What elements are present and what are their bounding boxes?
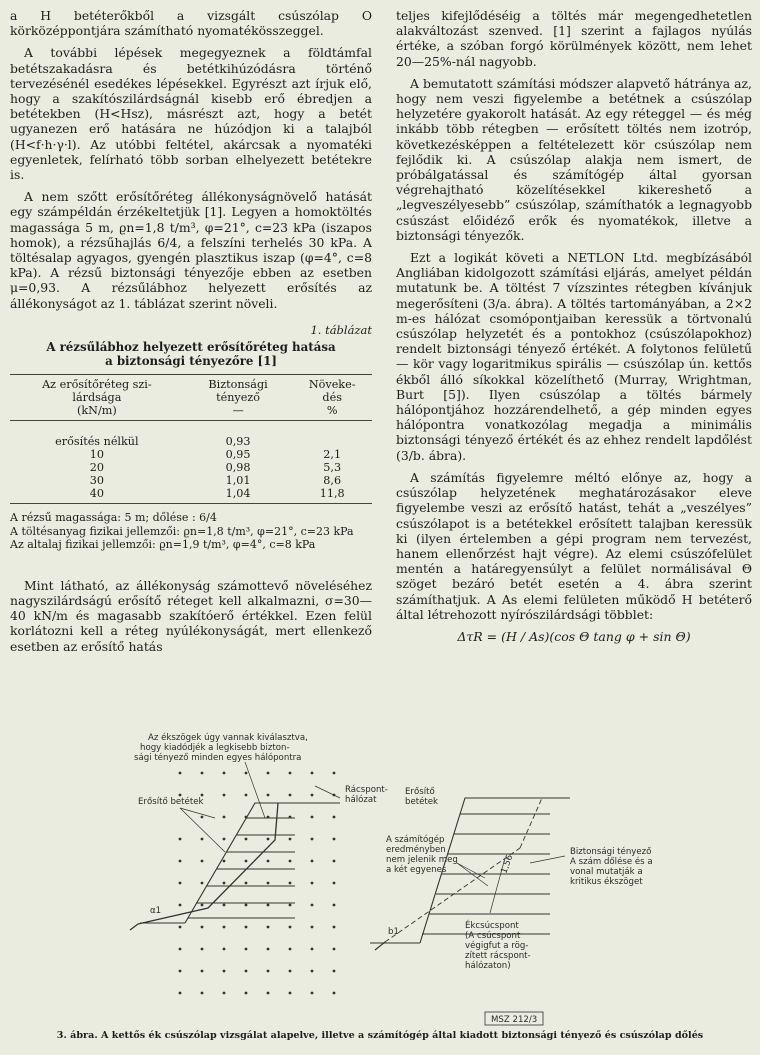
table-title <box>10 340 372 368</box>
grid-node <box>201 860 204 863</box>
grid-node <box>267 948 270 951</box>
label-top: Az ékszögek úgy vannak kiválasztva, hogy kiadódjék a legkisebb bizton- sági tényező minden egyes hálópontra <box>134 733 308 763</box>
grid-node <box>333 772 336 775</box>
grid-node <box>223 882 226 885</box>
label-grid-network: Rácspont- hálózat <box>345 785 388 805</box>
grid-node <box>223 816 226 819</box>
grid-node <box>245 882 248 885</box>
table-label: 1. táblázat <box>310 322 372 337</box>
table-row: 20 0,98 5,3 <box>89 461 342 475</box>
grid-node <box>179 926 182 929</box>
grid-node <box>333 926 336 929</box>
grid-node <box>333 970 336 973</box>
grid-node <box>223 926 226 929</box>
paragraph: teljes kifejlődéséig a töltés már megengedhetetlen alakváltozást szenved. [1] szerint a fajlagos nyúlás értéke, a szóban forgó körülmények között, nem lehet 20—25%-nál nagyobb. <box>396 8 752 69</box>
grid-node <box>223 838 226 841</box>
grid-node <box>179 794 182 797</box>
grid-node <box>333 992 336 995</box>
label-reinforcement-b: Erősítő betétek <box>405 787 439 807</box>
grid-node <box>201 948 204 951</box>
wedge-line-b2 <box>520 798 542 848</box>
grid-node <box>311 772 314 775</box>
table-title-line: A rézsűlábhoz helyezett erősítőréteg hatása <box>46 340 336 355</box>
reinforcement-layers-a <box>188 818 295 918</box>
label-b: b1 <box>388 927 399 937</box>
label-computer-result: A számítógép eredményben nem jelenik meg a két egyenes <box>386 835 458 875</box>
data-table <box>10 374 372 504</box>
grid-node <box>289 904 292 907</box>
grid-node <box>201 772 204 775</box>
label-alpha: α1 <box>150 906 162 916</box>
grid-node <box>245 992 248 995</box>
grid-node <box>289 772 292 775</box>
grid-node <box>245 970 248 973</box>
table-row: 40 1,04 11,8 <box>10 487 372 504</box>
grid-node <box>311 838 314 841</box>
grid-node <box>289 992 292 995</box>
figure-caption: 3. ábra. A kettős ék csúszólap vizsgálat alapelve, illetve a számítógép által kiadott biztonsági tényező és csúszólap dőlés <box>56 1030 704 1041</box>
grid-node <box>179 882 182 885</box>
paragraph: Ezt a logikát követi a NETLON Ltd. megbízásából Angliában kidolgozott számítási eljárás, amelyet példán mutatunk be. A töltést 7 vízszintes rétegben kívánjuk megerősíteni (3/a. ábra). A töltés tartományában, a 2×2 m-es hálózat csomópontjaiban keressük a törtvonalú csúszólap helyzetét és a pontokhoz (csúszólapokhoz) rendelt biztonsági tényező értékét. A folytonos felületű — kör vagy logaritmikus spirális — csúszólap ún. kettős ékből álló síkokkal közelíthető (Murray, Wrightman, Burt [5]). Ilyen csúszólap a töltés bármely hálópontjához hozzárendelhető, a gép minden egyes hálópontra vonatkozólag megadja a minimális biztonsági tényező értékét és az ehhez rendelt lapdőlést (3/b. ábra). <box>396 250 752 463</box>
grid-node <box>179 772 182 775</box>
grid-node <box>267 992 270 995</box>
grid-node <box>311 882 314 885</box>
grid-node <box>333 860 336 863</box>
grid-node <box>179 948 182 951</box>
grid-node <box>223 860 226 863</box>
grid-node <box>267 860 270 863</box>
grid-node <box>289 838 292 841</box>
grid-node <box>223 948 226 951</box>
grid-node <box>245 904 248 907</box>
paragraph: A bemutatott számítási módszer alapvető hátránya az, hogy nem veszi figyelembe a betétnek a csúszólap helyzetére gyakorolt hatását. Az egy réteggel — és még inkább több rétegben — erősített töltés nem izotróp, következésképpen a feltételezett kör csúszólap nem fejlődik ki. A csúszólap alakja nem ismert, de próbálgatással és számítógép által gyorsan végrehajtható közelítésekkel kikereshető a „legveszélyesebb” csúszólap, számíthatók a legnagyobb csúszást előidéző erők és nyomatékok, illetve a biztonsági tényezők. <box>396 75 752 243</box>
grid-node <box>201 816 204 819</box>
table-row: erősítés nélkül 0,93 <box>55 435 251 449</box>
table-note: A töltésanyag fizikai jellemzői: ϱn=1,8 t/m³, φ=21°, c=23 kPa <box>10 524 354 538</box>
grid-node <box>223 904 226 907</box>
grid-node <box>311 860 314 863</box>
paragraph: Mint látható, az állékonyság számottevő növeléséhez nagyszilárdságú erősítő réteget kell alkalmazni, σ=30—40 kN/m és magasabb szakítóerő értékkel. Ezen felül korlátozni kell a réteg nyúlékonyságát, mert ellenkező esetben az erősítő hatás <box>10 577 372 654</box>
grid-node <box>201 926 204 929</box>
grid-node <box>289 970 292 973</box>
grid-node <box>179 904 182 907</box>
paragraph: A számítás figyelemre méltó előnye az, hogy a csúszólap helyzetének meghatározásakor eleve figyelembe veszi az erősítő hatást, tehát a „veszélyes” csúszólapot is a betétekkel erősített talajban keressük ki (ilyen értelemben a gépi program nem tervezést, hanem ellenőrzést hajt végre). Az elemi csúszófelület mentén a határegyensúlyt a felület normálisával Θ szöget bezáró betét esetén a 4. ábra szerint számíthatjuk. A As elemi felületen működő H betéterő által létrehozott nyírószilárdsági többlet: <box>396 469 752 622</box>
table-title-line: a biztonsági tényezőre [1] <box>105 354 277 369</box>
paragraph: a H betéterőkből a vizsgált csúszólap O körközéppontjára számítható nyomatékösszeggel. <box>10 8 372 39</box>
grid-node <box>245 860 248 863</box>
grid-node <box>245 794 248 797</box>
header-increase: Növeke- dés % <box>292 375 372 421</box>
grid-node <box>201 904 204 907</box>
grid-node <box>179 992 182 995</box>
paragraph: A nem szőtt erősítőréteg állékonyságnövelő hatását egy számpéldán érzékeltetjük [1]. Legyen a homoktöltés magassága 5 m, ϱn=1,8 t/m³, φ=21°, c=23 kPa (iszapos homok), a rézsűhajlás 6/4, a felszíni terhelés 30 kPa. A töltésalap agyagos, gyengén plasztikus iszap (φ=4°, c=8 kPa). A rézsű biztonsági tényezője ebben az esetben μ=0,93. A rézsűlábhoz helyezett erősítés az állékonyságot az 1. táblázat szerint növeli. <box>10 189 372 311</box>
grid-node <box>333 904 336 907</box>
label-safety-factor: Biztonsági tényező A szám dőlése és a vonal mutatják a kritikus ékszöget <box>570 847 653 887</box>
grid-node <box>289 860 292 863</box>
grid-node <box>311 794 314 797</box>
grid-node <box>289 948 292 951</box>
grid-node <box>333 882 336 885</box>
leader-lines-a <box>180 762 340 852</box>
header-strength: Az erősítőréteg szi- lárdsága (kN/m) <box>10 375 184 421</box>
table-note: A rézsű magassága: 5 m; dőlése : 6/4 <box>10 511 217 525</box>
grid-node <box>223 772 226 775</box>
paragraph: A további lépések megegyeznek a földtámfal betétszakadásra és betétkihúzódásra történő tervezésénél esedékes lépésekkel. Egyrészt azt írjuk elő, hogy a szakítószilárdságnál kisebb erő ébredjen a betétekben (H<Hsz), másrészt azt, hogy a betét ugyanezen erő hatására ne húzódjon ki a talajból (H<f·h·γ·l). Az utóbbi feltétel, akárcsak a nyomatéki egyenletek, felírható több sorban elhelyezett betétekre is. <box>10 45 372 183</box>
slope-surface-a <box>185 803 340 923</box>
label-wedge-apex: Ékcsúcspont (A csúcspont végigfut a rög- zített rácspont- hálózaton) <box>465 921 531 971</box>
grid-node <box>333 816 336 819</box>
grid-node <box>311 816 314 819</box>
grid-node <box>311 992 314 995</box>
grid-node <box>311 904 314 907</box>
grid-node <box>311 970 314 973</box>
grid-node <box>179 860 182 863</box>
grid-node <box>333 948 336 951</box>
grid-node <box>245 948 248 951</box>
grid-node <box>245 838 248 841</box>
grid-node <box>267 772 270 775</box>
grid-node <box>267 838 270 841</box>
grid-node <box>201 882 204 885</box>
label-safety-number: 1,56 <box>499 853 516 876</box>
embankment-a <box>130 803 340 930</box>
formula: ΔτR = (H / As)(cos Θ tang φ + sin Θ) <box>457 628 691 644</box>
grid-node <box>311 948 314 951</box>
table-row: 10 0,95 2,1 <box>89 448 342 462</box>
grid-node <box>289 882 292 885</box>
grid-node <box>201 992 204 995</box>
grid-node <box>267 882 270 885</box>
grid-node <box>223 794 226 797</box>
grid-node <box>223 992 226 995</box>
grid-node <box>245 926 248 929</box>
grid-node <box>201 838 204 841</box>
grid-node <box>267 794 270 797</box>
header-safety: Biztonsági tényező — <box>184 375 293 421</box>
grid-node <box>245 772 248 775</box>
grid-node <box>223 970 226 973</box>
table-note: Az altalaj fizikai jellemzői: ϱn=1,9 t/m³, φ=4°, c=8 kPa <box>10 538 316 552</box>
grid-node <box>289 794 292 797</box>
grid-node <box>201 970 204 973</box>
grid-node <box>289 926 292 929</box>
stamp-text: MSZ 212/3 <box>491 1015 538 1025</box>
label-reinforcement-a: Erősítő betétek <box>138 797 204 807</box>
right-column <box>396 8 752 644</box>
figure-3 <box>10 728 755 1028</box>
grid-node <box>333 838 336 841</box>
grid-node <box>311 926 314 929</box>
grid-node <box>179 838 182 841</box>
table-notes <box>10 512 372 552</box>
grid-node <box>267 970 270 973</box>
grid-node <box>201 794 204 797</box>
table-header-row <box>10 375 372 421</box>
grid-node <box>267 904 270 907</box>
grid-node <box>267 926 270 929</box>
table-row: 30 1,01 8,6 <box>89 474 342 488</box>
left-column <box>10 8 372 661</box>
grid-node <box>179 970 182 973</box>
